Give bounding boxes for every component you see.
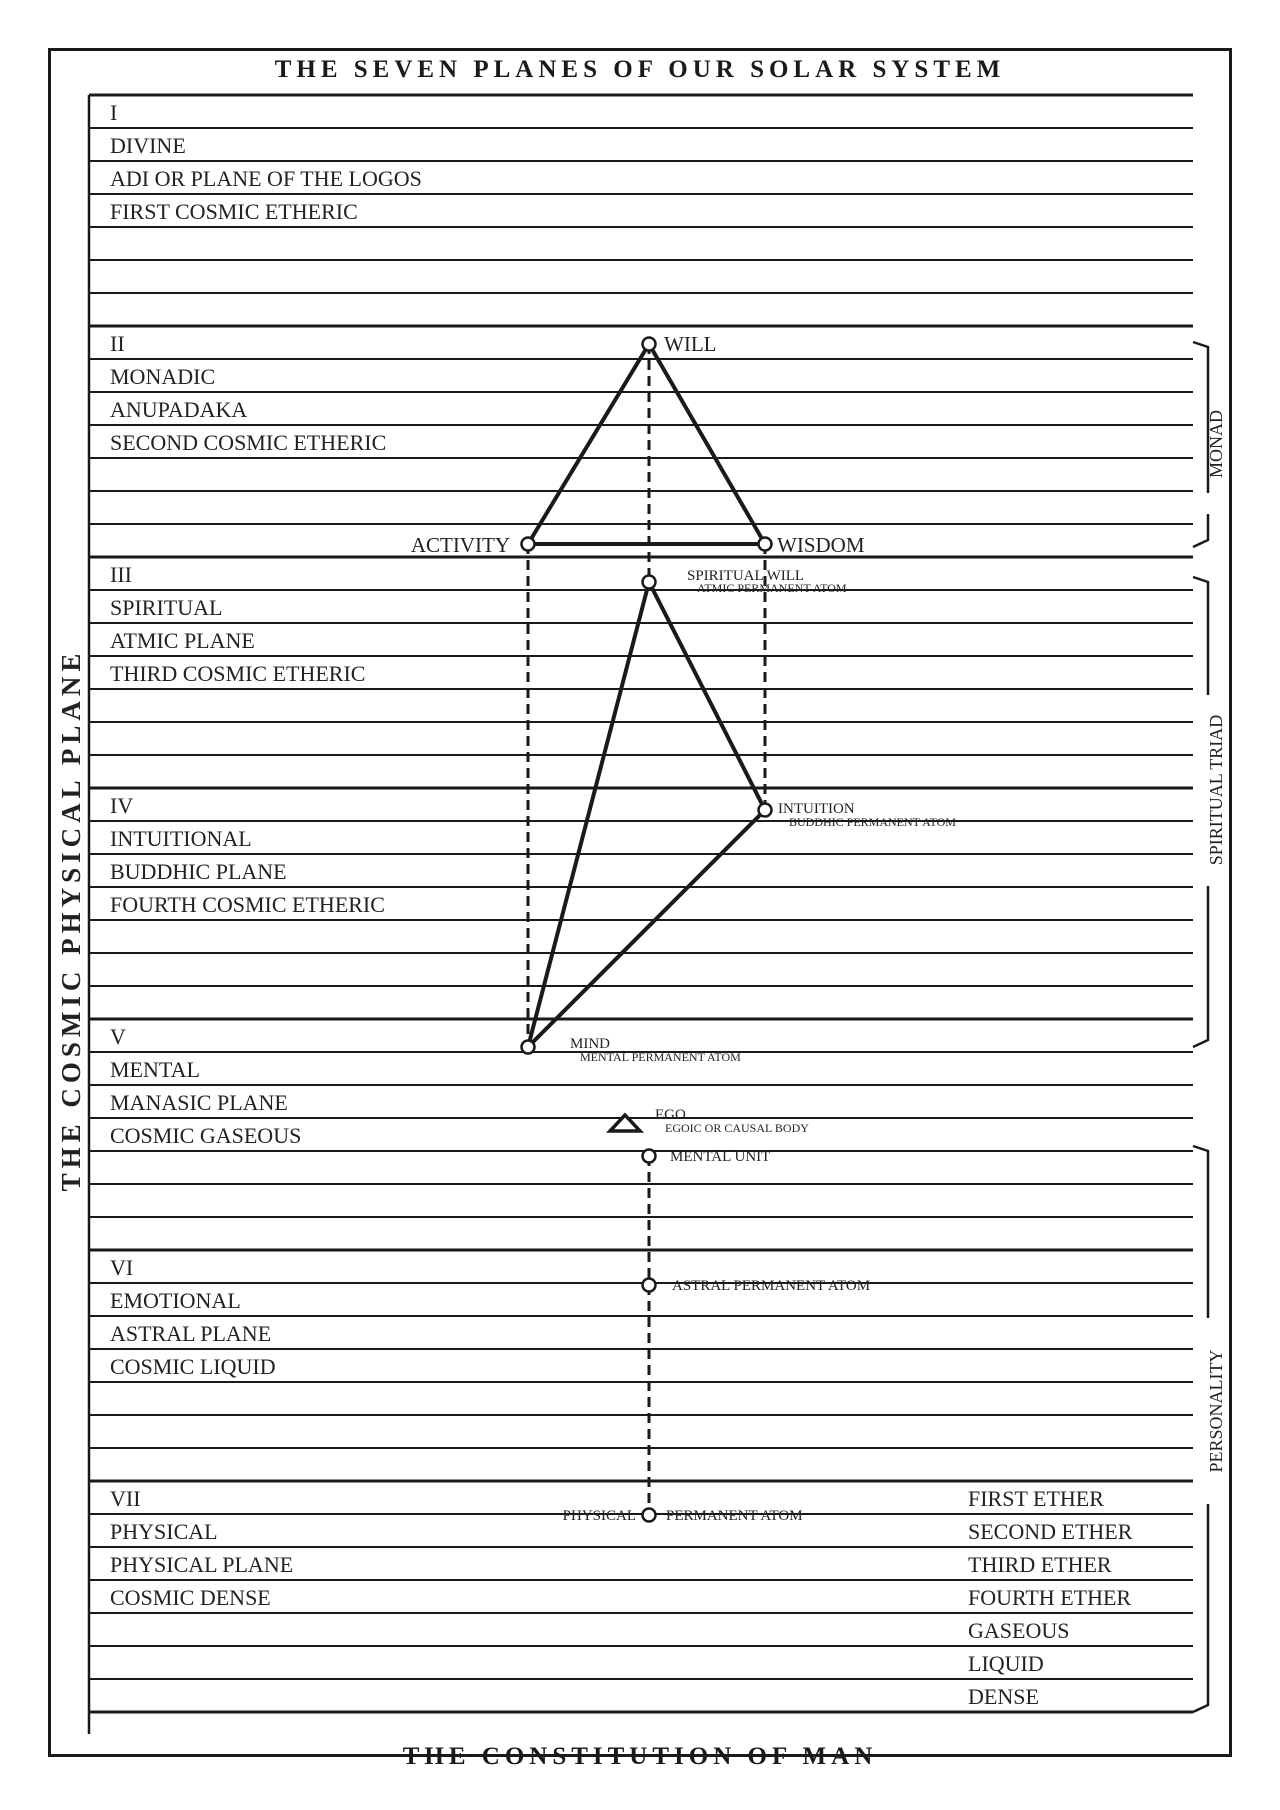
physical-atom-node [643,1509,656,1522]
wisdom-label: WISDOM [777,533,865,557]
physical-subplane-label: LIQUID [968,1651,1044,1676]
plane-numeral: III [110,562,132,587]
causal-body-label: EGOIC OR CAUSAL BODY [665,1121,809,1135]
physical-subplane-label: THIRD ETHER [968,1552,1112,1577]
plane-name-line: COSMIC LIQUID [110,1354,276,1379]
plane-name-line: MANASIC PLANE [110,1090,288,1115]
ego-label: EGO [655,1107,686,1123]
astral-atom-node [643,1279,656,1292]
mental-unit-label: MENTAL UNIT [670,1149,771,1165]
plane-numeral: V [110,1024,126,1049]
physical-subplane-label: GASEOUS [968,1618,1070,1643]
intuition-node [759,804,772,817]
triad-triangle [528,582,765,1047]
plane-name-line: SPIRITUAL [110,595,223,620]
activity-node [522,538,535,551]
monad-triangle [528,344,765,544]
physical-subplane-label: SECOND ETHER [968,1519,1133,1544]
monad-label: MONAD [1206,409,1226,479]
will-node [643,338,656,351]
plane-numeral: VI [110,1255,134,1280]
will-label: WILL [664,332,717,356]
plane-numeral: VII [110,1486,141,1511]
spiritual-will-node [643,576,656,589]
cosmic-physical-plane-label: THE COSMIC PHYSICAL PLANE [56,648,86,1192]
physical-atom-right-label: PERMANENT ATOM [666,1508,803,1524]
spiritual-triad-label: SPIRITUAL TRIAD [1206,714,1226,866]
buddhic-atom-label: BUDDHIC PERMANENT ATOM [789,815,956,829]
physical-subplane-label: FIRST ETHER [968,1486,1104,1511]
plane-name-line: FIRST COSMIC ETHERIC [110,199,358,224]
intuition-label: INTUITION [778,801,855,817]
diagram-title: THE SEVEN PLANES OF OUR SOLAR SYSTEM [274,56,1006,83]
plane-name-line: THIRD COSMIC ETHERIC [110,661,366,686]
plane-name-line: COSMIC DENSE [110,1585,271,1610]
plane-numeral: II [110,331,125,356]
astral-atom-label: ASTRAL PERMANENT ATOM [672,1278,871,1294]
physical-subplane-labels [968,1486,1133,1709]
plane-name-line: DIVINE [110,133,186,158]
plane-name-line: BUDDHIC PLANE [110,859,287,884]
plane-name-line: MENTAL [110,1057,200,1082]
mind-node [522,1041,535,1054]
physical-subplane-label: FOURTH ETHER [968,1585,1132,1610]
plane-name-line: PHYSICAL [110,1519,218,1544]
plane-name-line: FOURTH COSMIC ETHERIC [110,892,385,917]
spiritual-will-label: SPIRITUAL WILL [687,568,805,584]
plane-name-line: PHYSICAL PLANE [110,1552,294,1577]
plane-name-line: ADI OR PLANE OF THE LOGOS [110,166,422,191]
plane-name-line: ATMIC PLANE [110,628,255,653]
physical-atom-left-label: PHYSICAL [562,1508,636,1524]
mental-atom-label: MENTAL PERMANENT ATOM [580,1050,741,1064]
plane-numeral: IV [110,793,134,818]
plane-name-line: EMOTIONAL [110,1288,241,1313]
mind-label: MIND [570,1036,610,1052]
plane-name-line: ANUPADAKA [110,397,248,422]
plane-numeral: I [110,100,118,125]
plane-name-line: MONADIC [110,364,216,389]
physical-subplane-label: DENSE [968,1684,1039,1709]
wisdom-node [759,538,772,551]
plane-name-line: COSMIC GASEOUS [110,1123,302,1148]
plane-name-line: INTUITIONAL [110,826,252,851]
personality-label: PERSONALITY [1206,1349,1226,1473]
atmic-atom-label: ATMIC PERMANENT ATOM [697,581,847,595]
diagram-footer-title: THE CONSTITUTION OF MAN [402,1743,878,1770]
plane-name-line: ASTRAL PLANE [110,1321,272,1346]
activity-label: ACTIVITY [410,533,510,557]
plane-name-line: SECOND COSMIC ETHERIC [110,430,387,455]
mental-unit-node [643,1150,656,1163]
